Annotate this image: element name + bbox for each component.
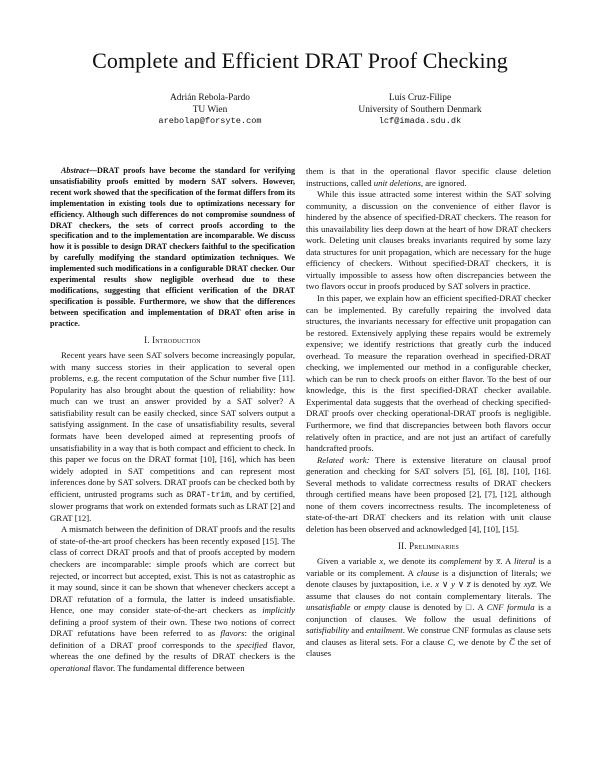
author-affiliation: TU Wien xyxy=(192,104,228,115)
emphasis: flavors xyxy=(220,628,245,639)
paragraph-text: A mismatch between the definition of DRAT proofs and the results of state-of-the-art proof checkers has been recently exposed [15]. The class of correct DRAT proofs and that of proofs accepted by modern checkers are incomparable: simple proofs which are correct but rejected, or incorrect but accepted, exist. This is not as catastrophic as it may sound, since it can be shown that whenever checkers accept a DRAT refutation of a formula, the latter is indeed unsatisfiable. Hence, one may consider state-of-the-art checkers as xyxy=(50,524,295,616)
emphasis: unit deletions xyxy=(373,177,421,188)
emphasis: satisfiability xyxy=(306,625,349,636)
abstract-text: DRAT proofs have become the standard for verifying unsatisfiability proofs emitted by modern SAT solvers. However, recent work showed that the specification of the format differs from its implementation in existing tools due to optimizations necessary for efficiency. Although such differences do not compromise soundness of DRAT checkers, the sets of correct proofs according to the specification and to the implementation are incomparable. We discuss how it is possible to design DRAT checkers faithful to the specification by carefully modifying the standard optimization techniques. We implemented such modifications in a configurable DRAT checker. Our experimental results show negligible overhead due to these modifications, suggesting that efficient verification of the DRAT specification is possible. Furthermore, we show that the differences between specification and implementation of DRAT often arise in practice. xyxy=(50,166,295,328)
author-email: lcf@imada.sdu.dk xyxy=(378,116,462,127)
author-block-1 xyxy=(90,93,330,128)
emphasis: clause xyxy=(416,567,439,578)
paragraph-text: : the original definition of a DRAT proof corresponds to the xyxy=(50,628,295,650)
paragraph xyxy=(306,455,551,536)
emphasis: entailment xyxy=(366,625,403,636)
paragraph-text: , we denote by xyxy=(453,636,507,647)
paragraph-text: them is that in the operational flavor specific clause deletion instructions, called xyxy=(306,166,551,188)
paragraph xyxy=(50,350,295,524)
emphasis: operational xyxy=(50,662,91,673)
emphasis: CNF formula xyxy=(486,602,535,613)
paragraph-text: is a variable or its complement. A xyxy=(306,556,552,578)
paragraph-text: defining a proof system of their own. These two notions of correct DRAT refutations have been referred to as xyxy=(50,616,295,639)
emphasis: complement xyxy=(439,556,482,567)
paragraph-text: by xyxy=(484,556,494,567)
paragraph xyxy=(50,524,295,674)
paragraph-text: flavor, whereas the one defined by the results of DRAT checkers is the xyxy=(50,639,295,662)
paragraph-text: is denoted by xyxy=(473,579,521,590)
emphasis: unsatisfiable xyxy=(306,602,351,613)
abstract-label: Abstract— xyxy=(61,166,97,175)
emphasis: implicitly xyxy=(262,605,295,616)
paragraph-text: , and by certified, slower programs that work on extended formats such as LRAT [2] and GRAT [12]. xyxy=(50,488,295,523)
paragraph-text: , are ignored. xyxy=(420,177,467,188)
author-block-2 xyxy=(300,93,540,128)
paragraph-text: flavor. The fundamental difference between xyxy=(92,662,245,673)
math: C̅ xyxy=(508,636,515,647)
paragraph-text: . We assume that clauses do not contain complementary literals. The xyxy=(306,579,552,601)
author-name: Adrián Rebola-Pardo xyxy=(170,93,250,103)
paragraph-text: is a disjunction of literals; we denote clauses by juxtaposition, i.e. xyxy=(306,567,552,590)
math: xyz̅ xyxy=(523,579,535,590)
math: x̅ xyxy=(496,556,501,567)
paragraph-text: the set of clauses xyxy=(306,636,551,659)
left-column xyxy=(50,166,295,674)
author-affiliation: University of Southern Denmark xyxy=(358,104,482,115)
paragraph: While this issue attracted some interest within the SAT solving community, a discussion on the convenience of either flavor is hindered by the absence of specified-DRAT checkers. The reason for this unavailability lies deep down at the heart of how DRAT checkers work. Deleting unit clauses breaks invariants required by some lazy data structures for unit propagation, which are necessary for the huge efficiency of checkers. Without specified-DRAT checkers, it is virtually impossible to assess how often discrepancies between the two flavors occur in proofs produced by SAT solvers in practice. xyxy=(306,189,551,292)
section-heading-introduction: I. Introduction xyxy=(144,334,201,345)
paragraph-text: Given a variable xyxy=(317,556,377,567)
paragraph-text: , we denote its xyxy=(383,556,437,567)
author-email: arebolap@forsyte.com xyxy=(158,116,262,127)
math: C xyxy=(447,636,454,647)
emphasis: empty xyxy=(364,602,386,613)
emphasis: specified xyxy=(236,639,268,650)
tool-name: DRAT-trim xyxy=(186,490,230,500)
math: x ∨ y ∨ z̅ xyxy=(435,579,471,590)
paragraph xyxy=(306,556,551,660)
paragraph-text: There is extensive literature on clausal proof generation and checking for SAT solvers [5], [6], [8], [10], [16]. Several methods to validate correctness results of DRAT checkers through certified means have been proposed [2], [7], [12], although none of them covers incorrectness results. The incompleteness of state-of-the-art DRAT checkers and its relation with unit clause deletion has been observed and acknowledged [4], [10], [15]. xyxy=(306,454,551,534)
paragraph-text: Recent years have seen SAT solvers become increasingly popular, with many success stories in their application to several open problems, e.g. the recent computation of the Schur number five [11]. Popularity has also brought about the question of reliability: how much can we trust an answer provided by a SAT solver? A satisfiability result can be easily checked, since SAT solvers output a satisfying assignment. In the case of unsatisfiability results, several formats have been developed aimed at representing proofs of unsatisfiability in a way that is both compact and efficient to check. In this paper we focus on the DRAT format [10], [16], which has been widely adopted in SAT competitions and can represent most inferences done by SAT solvers. DRAT proofs can be checked both by efficient, untrusted programs such as xyxy=(50,350,295,499)
paragraph-text: . We construe CNF formulas as clause sets and clauses as literal sets. For a clause xyxy=(306,625,551,647)
page-title: Complete and Efficient DRAT Proof Checking xyxy=(92,48,508,73)
right-column xyxy=(306,166,551,660)
author-name: Luís Cruz-Filipe xyxy=(388,93,452,103)
paragraph-text: clause is denoted by □. A xyxy=(388,602,484,613)
abstract xyxy=(50,166,295,330)
section-heading-preliminaries: II. Preliminaries xyxy=(397,540,459,551)
math: x xyxy=(379,556,384,567)
paragraph-text: and xyxy=(351,625,364,636)
run-in-heading: Related work: xyxy=(317,454,370,465)
paragraph-text: is a conjunction of clauses. We follow the usual definitions of xyxy=(306,602,552,624)
paragraph-text: . A xyxy=(500,556,511,567)
paragraph xyxy=(306,166,551,189)
paragraph: In this paper, we explain how an efficient specified-DRAT checker can be implemented. By carefully repairing the involved data structures, the invariants necessary for effective unit propagation can be restored. Extensively applying these repairs would be extremely expensive; we identify restrictions that greatly curb the induced overhead. To measure the reparation overhead in specified-DRAT checking, we implemented our method in a configurable checker, which can be run to check proofs on either flavor. To the best of our knowledge, this is the first specified-DRAT checker available. Experimental data suggests that the overhead of checking specified-DRAT proofs over checking operational-DRAT proofs is negligible. Furthermore, we find that discrepancies between both flavors occur relatively often in practice, and are not just an artifact of carefully handcrafted proofs. xyxy=(306,293,551,454)
paragraph-text: or xyxy=(353,602,362,613)
emphasis: literal xyxy=(513,556,536,567)
